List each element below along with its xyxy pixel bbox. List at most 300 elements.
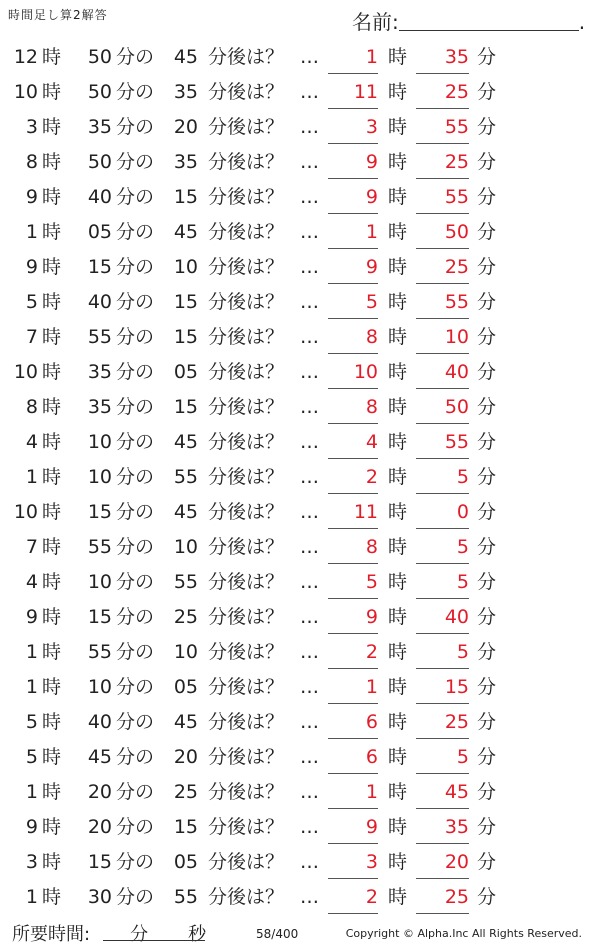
problem-added-minutes: 45 xyxy=(173,431,198,453)
answer-minute: 25 xyxy=(416,251,469,284)
problem-added-minutes: 35 xyxy=(173,151,198,173)
answer-minute: 35 xyxy=(416,41,469,74)
minute-label: 分 xyxy=(477,676,497,698)
problem-added-minutes: 45 xyxy=(173,501,198,523)
hour-label: 時 xyxy=(388,711,408,733)
hour-label: 時 xyxy=(388,361,408,383)
problem-row xyxy=(0,740,600,775)
copyright-notice: Copyright © Alpha.Inc All Rights Reserved. xyxy=(345,927,582,940)
ellipsis: … xyxy=(300,816,321,838)
minute-of-label: 分の xyxy=(116,326,155,348)
answer-minute: 25 xyxy=(416,146,469,179)
ellipsis: … xyxy=(300,501,321,523)
minute-of-label: 分の xyxy=(116,851,155,873)
problem-start-hour: 7 xyxy=(25,536,38,558)
minutes-later-label: 分後は？ xyxy=(208,291,285,313)
answer-minute: 20 xyxy=(416,846,469,879)
hour-label: 時 xyxy=(42,151,62,173)
problem-row xyxy=(0,705,600,740)
problem-start-minute: 55 xyxy=(87,536,112,558)
problem-start-hour: 10 xyxy=(13,81,38,103)
minute-label: 分 xyxy=(477,501,497,523)
problem-row xyxy=(0,180,600,215)
problem-start-hour: 3 xyxy=(25,116,38,138)
answer-hour: 5 xyxy=(328,566,378,599)
problem-added-minutes: 15 xyxy=(173,326,198,348)
minute-label: 分 xyxy=(477,291,497,313)
answer-minute: 15 xyxy=(416,671,469,704)
problem-row xyxy=(0,390,600,425)
problem-start-minute: 15 xyxy=(87,851,112,873)
problem-start-minute: 45 xyxy=(87,746,112,768)
hour-label: 時 xyxy=(388,151,408,173)
minute-label: 分 xyxy=(477,851,497,873)
hour-label: 時 xyxy=(42,781,62,803)
minute-of-label: 分の xyxy=(116,711,155,733)
problem-row xyxy=(0,495,600,530)
hour-label: 時 xyxy=(42,641,62,663)
hour-label: 時 xyxy=(42,221,62,243)
ellipsis: … xyxy=(300,466,321,488)
minute-label: 分 xyxy=(477,46,497,68)
problem-start-hour: 10 xyxy=(13,361,38,383)
minutes-later-label: 分後は？ xyxy=(208,81,285,103)
problem-start-minute: 15 xyxy=(87,501,112,523)
minute-label: 分 xyxy=(477,81,497,103)
hour-label: 時 xyxy=(388,326,408,348)
minutes-later-label: 分後は？ xyxy=(208,711,285,733)
hour-label: 時 xyxy=(42,431,62,453)
hour-label: 時 xyxy=(42,571,62,593)
problem-start-minute: 05 xyxy=(87,221,112,243)
answer-hour: 8 xyxy=(328,321,378,354)
ellipsis: … xyxy=(300,256,321,278)
hour-label: 時 xyxy=(388,781,408,803)
problem-added-minutes: 25 xyxy=(173,606,198,628)
minute-of-label: 分の xyxy=(116,291,155,313)
answer-hour: 6 xyxy=(328,706,378,739)
problem-start-hour: 12 xyxy=(13,46,38,68)
name-underline xyxy=(399,10,579,31)
minutes-later-label: 分後は？ xyxy=(208,186,285,208)
problem-row xyxy=(0,250,600,285)
answer-minute: 5 xyxy=(416,566,469,599)
minute-label: 分 xyxy=(477,746,497,768)
ellipsis: … xyxy=(300,186,321,208)
problem-start-hour: 10 xyxy=(13,501,38,523)
ellipsis: … xyxy=(300,431,321,453)
problem-row xyxy=(0,285,600,320)
answer-minute: 25 xyxy=(416,881,469,914)
problem-start-hour: 8 xyxy=(25,396,38,418)
minutes-later-label: 分後は？ xyxy=(208,641,285,663)
name-end: . xyxy=(578,10,586,34)
problem-row xyxy=(0,355,600,390)
hour-label: 時 xyxy=(388,291,408,313)
ellipsis: … xyxy=(300,606,321,628)
answer-hour: 2 xyxy=(328,461,378,494)
minute-of-label: 分の xyxy=(116,256,155,278)
hour-label: 時 xyxy=(388,116,408,138)
elapsed-time-label: 所要時間: xyxy=(12,924,91,945)
minutes-later-label: 分後は？ xyxy=(208,606,285,628)
hour-label: 時 xyxy=(42,256,62,278)
ellipsis: … xyxy=(300,81,321,103)
ellipsis: … xyxy=(300,641,321,663)
problem-row xyxy=(0,110,600,145)
answer-hour: 1 xyxy=(328,776,378,809)
problem-start-minute: 50 xyxy=(87,81,112,103)
hour-label: 時 xyxy=(388,641,408,663)
ellipsis: … xyxy=(300,221,321,243)
problem-start-minute: 20 xyxy=(87,816,112,838)
minutes-later-label: 分後は？ xyxy=(208,536,285,558)
answer-minute: 25 xyxy=(416,76,469,109)
problem-row xyxy=(0,530,600,565)
problem-start-minute: 20 xyxy=(87,781,112,803)
hour-label: 時 xyxy=(42,501,62,523)
hour-label: 時 xyxy=(42,186,62,208)
problem-added-minutes: 05 xyxy=(173,361,198,383)
problem-row xyxy=(0,810,600,845)
answer-minute: 35 xyxy=(416,811,469,844)
problem-added-minutes: 55 xyxy=(173,466,198,488)
hour-label: 時 xyxy=(388,186,408,208)
problem-added-minutes: 10 xyxy=(173,536,198,558)
problem-start-hour: 5 xyxy=(25,711,38,733)
problem-row xyxy=(0,635,600,670)
problem-added-minutes: 10 xyxy=(173,256,198,278)
problem-start-minute: 15 xyxy=(87,256,112,278)
hour-label: 時 xyxy=(42,466,62,488)
problem-start-hour: 5 xyxy=(25,291,38,313)
problem-row xyxy=(0,565,600,600)
problem-start-minute: 35 xyxy=(87,116,112,138)
hour-label: 時 xyxy=(388,501,408,523)
minute-of-label: 分の xyxy=(116,571,155,593)
problem-start-minute: 10 xyxy=(87,571,112,593)
minute-label: 分 xyxy=(477,641,497,663)
answer-minute: 45 xyxy=(416,776,469,809)
problem-row xyxy=(0,845,600,880)
worksheet-title: 時間足し算2解答 xyxy=(8,8,108,22)
minute-label: 分 xyxy=(477,571,497,593)
hour-label: 時 xyxy=(388,676,408,698)
problem-start-hour: 1 xyxy=(25,221,38,243)
minute-of-label: 分の xyxy=(116,886,155,908)
answer-minute: 25 xyxy=(416,706,469,739)
hour-label: 時 xyxy=(42,606,62,628)
minute-of-label: 分の xyxy=(116,46,155,68)
problem-added-minutes: 35 xyxy=(173,81,198,103)
ellipsis: … xyxy=(300,326,321,348)
answer-minute: 5 xyxy=(416,531,469,564)
problem-added-minutes: 05 xyxy=(173,676,198,698)
elapsed-minutes-label: 分 xyxy=(130,924,149,945)
minute-of-label: 分の xyxy=(116,536,155,558)
minutes-later-label: 分後は？ xyxy=(208,326,285,348)
hour-label: 時 xyxy=(42,711,62,733)
hour-label: 時 xyxy=(388,746,408,768)
minutes-later-label: 分後は？ xyxy=(208,466,285,488)
problem-added-minutes: 10 xyxy=(173,641,198,663)
answer-minute: 50 xyxy=(416,391,469,424)
answer-hour: 2 xyxy=(328,636,378,669)
hour-label: 時 xyxy=(42,46,62,68)
problem-start-hour: 4 xyxy=(25,431,38,453)
answer-minute: 55 xyxy=(416,111,469,144)
answer-hour: 9 xyxy=(328,251,378,284)
hour-label: 時 xyxy=(42,816,62,838)
problem-row xyxy=(0,145,600,180)
minute-label: 分 xyxy=(477,536,497,558)
minute-label: 分 xyxy=(477,221,497,243)
problem-start-minute: 35 xyxy=(87,396,112,418)
minutes-later-label: 分後は？ xyxy=(208,886,285,908)
minute-label: 分 xyxy=(477,396,497,418)
hour-label: 時 xyxy=(42,116,62,138)
problem-start-hour: 1 xyxy=(25,466,38,488)
problem-added-minutes: 55 xyxy=(173,886,198,908)
problem-added-minutes: 20 xyxy=(173,746,198,768)
ellipsis: … xyxy=(300,746,321,768)
answer-minute: 5 xyxy=(416,636,469,669)
hour-label: 時 xyxy=(42,396,62,418)
problem-start-hour: 1 xyxy=(25,781,38,803)
answer-minute: 5 xyxy=(416,461,469,494)
problem-added-minutes: 45 xyxy=(173,46,198,68)
problem-start-hour: 5 xyxy=(25,746,38,768)
ellipsis: … xyxy=(300,571,321,593)
minute-of-label: 分の xyxy=(116,396,155,418)
ellipsis: … xyxy=(300,361,321,383)
ellipsis: … xyxy=(300,151,321,173)
minute-of-label: 分の xyxy=(116,466,155,488)
problem-added-minutes: 15 xyxy=(173,816,198,838)
problem-start-hour: 4 xyxy=(25,571,38,593)
hour-label: 時 xyxy=(42,536,62,558)
problem-start-minute: 10 xyxy=(87,676,112,698)
problem-start-minute: 40 xyxy=(87,186,112,208)
hour-label: 時 xyxy=(42,676,62,698)
problem-start-hour: 1 xyxy=(25,676,38,698)
ellipsis: … xyxy=(300,851,321,873)
answer-minute: 40 xyxy=(416,356,469,389)
answer-hour: 5 xyxy=(328,286,378,319)
answer-hour: 8 xyxy=(328,391,378,424)
answer-hour: 1 xyxy=(328,41,378,74)
ellipsis: … xyxy=(300,116,321,138)
minutes-later-label: 分後は？ xyxy=(208,816,285,838)
ellipsis: … xyxy=(300,396,321,418)
minute-of-label: 分の xyxy=(116,81,155,103)
problem-added-minutes: 05 xyxy=(173,851,198,873)
problem-row xyxy=(0,40,600,75)
minute-label: 分 xyxy=(477,151,497,173)
hour-label: 時 xyxy=(42,361,62,383)
problem-row xyxy=(0,600,600,635)
ellipsis: … xyxy=(300,536,321,558)
answer-hour: 3 xyxy=(328,111,378,144)
answer-hour: 2 xyxy=(328,881,378,914)
problem-start-minute: 55 xyxy=(87,641,112,663)
minute-of-label: 分の xyxy=(116,501,155,523)
hour-label: 時 xyxy=(388,816,408,838)
ellipsis: … xyxy=(300,781,321,803)
answer-minute: 5 xyxy=(416,741,469,774)
hour-label: 時 xyxy=(42,851,62,873)
minute-of-label: 分の xyxy=(116,816,155,838)
page-number: 58/400 xyxy=(256,927,299,941)
answer-hour: 10 xyxy=(328,356,378,389)
elapsed-time xyxy=(12,920,206,946)
problem-row xyxy=(0,75,600,110)
name-field xyxy=(352,6,585,35)
problem-added-minutes: 20 xyxy=(173,116,198,138)
problem-added-minutes: 15 xyxy=(173,396,198,418)
problem-row xyxy=(0,320,600,355)
problem-start-hour: 9 xyxy=(25,186,38,208)
ellipsis: … xyxy=(300,291,321,313)
minute-label: 分 xyxy=(477,116,497,138)
problem-row xyxy=(0,425,600,460)
minute-of-label: 分の xyxy=(116,151,155,173)
hour-label: 時 xyxy=(388,571,408,593)
minute-of-label: 分の xyxy=(116,606,155,628)
ellipsis: … xyxy=(300,46,321,68)
hour-label: 時 xyxy=(388,466,408,488)
minute-label: 分 xyxy=(477,466,497,488)
answer-hour: 3 xyxy=(328,846,378,879)
problem-start-hour: 1 xyxy=(25,641,38,663)
problem-row xyxy=(0,460,600,495)
name-label: 名前: xyxy=(352,10,399,34)
hour-label: 時 xyxy=(388,256,408,278)
minute-of-label: 分の xyxy=(116,116,155,138)
problem-start-hour: 9 xyxy=(25,256,38,278)
ellipsis: … xyxy=(300,676,321,698)
minutes-later-label: 分後は？ xyxy=(208,676,285,698)
problem-start-minute: 40 xyxy=(87,291,112,313)
minutes-later-label: 分後は？ xyxy=(208,151,285,173)
minutes-later-label: 分後は？ xyxy=(208,361,285,383)
problem-start-minute: 50 xyxy=(87,46,112,68)
problem-start-minute: 50 xyxy=(87,151,112,173)
problem-start-hour: 9 xyxy=(25,606,38,628)
answer-minute: 55 xyxy=(416,181,469,214)
minutes-later-label: 分後は？ xyxy=(208,571,285,593)
problem-start-minute: 40 xyxy=(87,711,112,733)
problem-start-minute: 15 xyxy=(87,606,112,628)
minute-of-label: 分の xyxy=(116,186,155,208)
minutes-later-label: 分後は？ xyxy=(208,746,285,768)
minute-of-label: 分の xyxy=(116,431,155,453)
minutes-later-label: 分後は？ xyxy=(208,431,285,453)
answer-minute: 0 xyxy=(416,496,469,529)
answer-minute: 50 xyxy=(416,216,469,249)
minute-label: 分 xyxy=(477,431,497,453)
problem-start-minute: 10 xyxy=(87,466,112,488)
minutes-later-label: 分後は？ xyxy=(208,851,285,873)
answer-minute: 55 xyxy=(416,286,469,319)
minutes-later-label: 分後は？ xyxy=(208,501,285,523)
problem-row xyxy=(0,775,600,810)
answer-minute: 10 xyxy=(416,321,469,354)
minute-of-label: 分の xyxy=(116,361,155,383)
hour-label: 時 xyxy=(42,746,62,768)
answer-hour: 11 xyxy=(328,496,378,529)
answer-hour: 9 xyxy=(328,811,378,844)
problem-row xyxy=(0,215,600,250)
hour-label: 時 xyxy=(42,886,62,908)
hour-label: 時 xyxy=(388,606,408,628)
minutes-later-label: 分後は？ xyxy=(208,221,285,243)
answer-hour: 1 xyxy=(328,671,378,704)
problem-row xyxy=(0,670,600,705)
hour-label: 時 xyxy=(388,221,408,243)
answer-hour: 1 xyxy=(328,216,378,249)
minute-label: 分 xyxy=(477,186,497,208)
hour-label: 時 xyxy=(388,886,408,908)
answer-hour: 9 xyxy=(328,146,378,179)
ellipsis: … xyxy=(300,886,321,908)
problem-start-hour: 3 xyxy=(25,851,38,873)
problem-start-minute: 10 xyxy=(87,431,112,453)
problem-start-minute: 55 xyxy=(87,326,112,348)
answer-hour: 9 xyxy=(328,181,378,214)
problem-start-hour: 9 xyxy=(25,816,38,838)
hour-label: 時 xyxy=(42,81,62,103)
minute-label: 分 xyxy=(477,361,497,383)
answer-hour: 9 xyxy=(328,601,378,634)
answer-hour: 11 xyxy=(328,76,378,109)
minutes-later-label: 分後は？ xyxy=(208,116,285,138)
problem-added-minutes: 55 xyxy=(173,571,198,593)
hour-label: 時 xyxy=(388,431,408,453)
elapsed-seconds-label: 秒 xyxy=(188,924,207,945)
hour-label: 時 xyxy=(388,81,408,103)
hour-label: 時 xyxy=(42,326,62,348)
problem-added-minutes: 25 xyxy=(173,781,198,803)
problem-added-minutes: 45 xyxy=(173,711,198,733)
minutes-later-label: 分後は？ xyxy=(208,396,285,418)
minute-label: 分 xyxy=(477,711,497,733)
hour-label: 時 xyxy=(388,851,408,873)
minutes-later-label: 分後は？ xyxy=(208,781,285,803)
answer-minute: 55 xyxy=(416,426,469,459)
problem-start-hour: 8 xyxy=(25,151,38,173)
problem-start-minute: 35 xyxy=(87,361,112,383)
minute-label: 分 xyxy=(477,606,497,628)
minute-of-label: 分の xyxy=(116,676,155,698)
minute-label: 分 xyxy=(477,256,497,278)
hour-label: 時 xyxy=(42,291,62,313)
minute-of-label: 分の xyxy=(116,746,155,768)
answer-hour: 4 xyxy=(328,426,378,459)
minute-label: 分 xyxy=(477,781,497,803)
elapsed-time-underline xyxy=(103,940,205,941)
minute-label: 分 xyxy=(477,886,497,908)
problem-start-hour: 7 xyxy=(25,326,38,348)
answer-hour: 6 xyxy=(328,741,378,774)
hour-label: 時 xyxy=(388,46,408,68)
problem-added-minutes: 15 xyxy=(173,291,198,313)
minute-of-label: 分の xyxy=(116,221,155,243)
problem-added-minutes: 45 xyxy=(173,221,198,243)
problem-added-minutes: 15 xyxy=(173,186,198,208)
minute-label: 分 xyxy=(477,816,497,838)
minute-of-label: 分の xyxy=(116,641,155,663)
